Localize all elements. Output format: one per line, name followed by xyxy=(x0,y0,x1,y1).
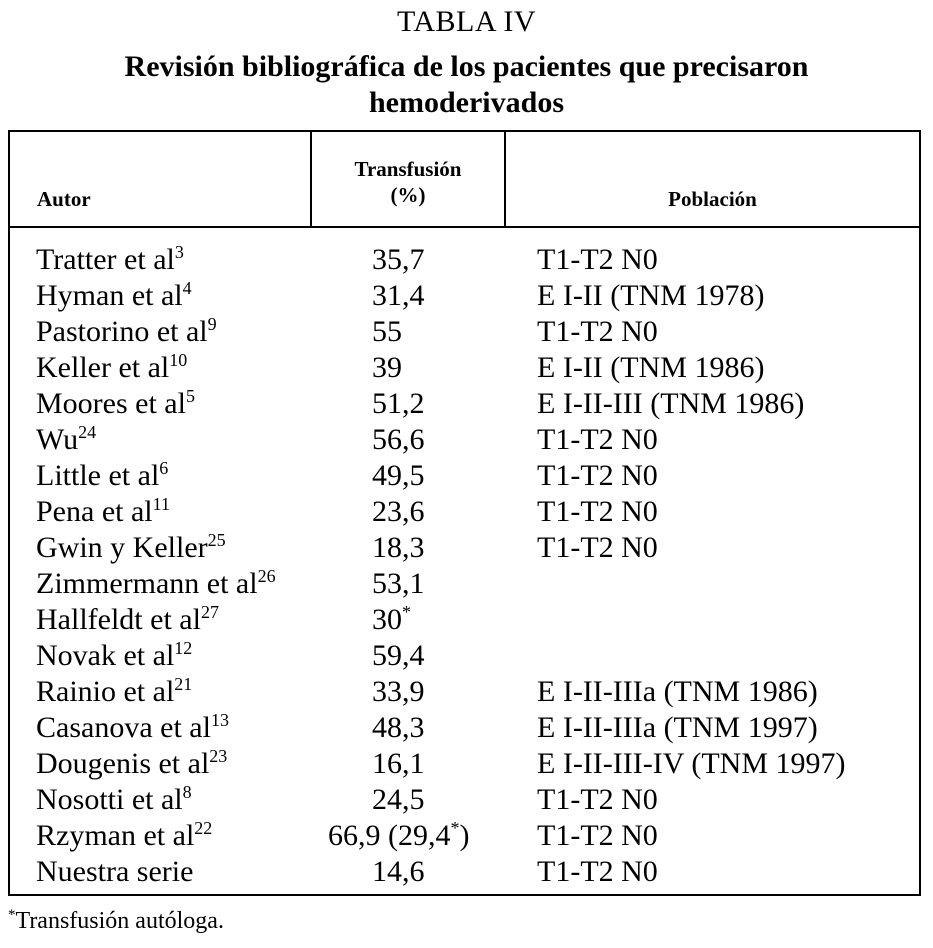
transfusion-value: 23,6 xyxy=(372,495,425,528)
cell-poblacion: T1-T2 N0 xyxy=(537,423,658,456)
cell-poblacion: E I-II-IIIa (TNM 1997) xyxy=(537,711,818,744)
transfusion-value: 33,9 xyxy=(372,675,425,708)
author-name: Little et al xyxy=(36,459,160,492)
cell-poblacion: T1-T2 N0 xyxy=(537,531,658,564)
cell-poblacion: E I-II-III-IV (TNM 1997) xyxy=(537,747,846,780)
cell-transfusion xyxy=(372,710,425,746)
autologous-mark: * xyxy=(402,602,411,622)
transfusion-value: 59,4 xyxy=(372,639,425,672)
author-name: Hyman et al xyxy=(36,279,183,312)
transfusion-value: 24,5 xyxy=(372,783,425,816)
transfusion-value: 16,1 xyxy=(372,747,425,780)
cell-autor xyxy=(36,710,229,746)
table-title-line-2: hemoderivados xyxy=(369,86,564,119)
cell-transfusion xyxy=(372,422,425,458)
author-name: Moores et al xyxy=(36,387,186,420)
table-row xyxy=(10,782,919,818)
table-row xyxy=(10,350,919,386)
cell-poblacion: T1-T2 N0 xyxy=(537,783,658,816)
author-name: Pena et al xyxy=(36,495,153,528)
transfusion-value: 14,6 xyxy=(372,855,425,888)
table-row xyxy=(10,710,919,746)
cell-autor xyxy=(36,782,192,818)
reference-number: 4 xyxy=(182,278,192,298)
transfusion-value: 31,4 xyxy=(372,279,425,312)
cell-poblacion: E I-II-III (TNM 1986) xyxy=(537,387,805,420)
table-row xyxy=(10,674,919,710)
reference-number: 3 xyxy=(174,242,184,262)
table-row xyxy=(10,602,919,638)
cell-transfusion xyxy=(372,782,425,818)
cell-autor xyxy=(36,674,192,710)
transfusion-value-tail: ) xyxy=(459,819,470,852)
cell-transfusion xyxy=(372,314,402,350)
reference-number: 22 xyxy=(194,818,213,838)
cell-poblacion: T1-T2 N0 xyxy=(537,819,658,852)
cell-poblacion: E I-II (TNM 1986) xyxy=(537,351,765,384)
cell-autor xyxy=(36,350,187,386)
reference-number: 8 xyxy=(182,782,192,802)
cell-autor xyxy=(36,278,192,314)
reference-number: 21 xyxy=(174,674,193,694)
author-name: Hallfeldt et al xyxy=(36,603,201,636)
author-name: Gwin y Keller xyxy=(36,531,208,564)
cell-transfusion xyxy=(372,674,425,710)
header-transfusion xyxy=(312,156,504,208)
transfusion-value: 35,7 xyxy=(372,243,425,276)
cell-transfusion xyxy=(372,638,425,674)
table-row xyxy=(10,458,919,494)
cell-autor xyxy=(36,638,192,674)
transfusion-value: 39 xyxy=(372,351,402,384)
cell-poblacion: T1-T2 N0 xyxy=(537,459,658,492)
cell-transfusion xyxy=(372,242,425,278)
cell-autor xyxy=(36,746,227,782)
table-row xyxy=(10,638,919,674)
cell-autor xyxy=(36,386,195,422)
cell-poblacion: T1-T2 N0 xyxy=(537,495,658,528)
table-row xyxy=(10,854,919,890)
transfusion-value: 51,2 xyxy=(372,387,425,420)
cell-autor xyxy=(36,458,168,494)
transfusion-value: 30 xyxy=(372,603,402,636)
autologous-mark: * xyxy=(450,818,460,838)
cell-autor xyxy=(36,602,219,638)
cell-transfusion xyxy=(372,566,425,602)
reference-number: 27 xyxy=(200,602,219,622)
author-name: Pastorino et al xyxy=(36,315,208,348)
reference-number: 11 xyxy=(152,494,170,514)
cell-transfusion xyxy=(372,746,425,782)
table-row xyxy=(10,566,919,602)
transfusion-value: 56,6 xyxy=(372,423,425,456)
cell-autor xyxy=(36,530,226,566)
transfusion-value: 48,3 xyxy=(372,711,425,744)
author-name: Casanova et al xyxy=(36,711,211,744)
table-row xyxy=(10,386,919,422)
table-body xyxy=(10,242,919,890)
cell-autor xyxy=(36,566,276,602)
footnote-text: Transfusión autóloga. xyxy=(15,908,224,934)
table-row xyxy=(10,422,919,458)
reference-number: 12 xyxy=(174,638,193,658)
cell-transfusion xyxy=(372,530,425,566)
reference-number: 26 xyxy=(257,566,276,586)
cell-transfusion xyxy=(372,458,425,494)
author-name: Dougenis et al xyxy=(36,747,210,780)
reference-number: 25 xyxy=(207,530,226,550)
author-name: Keller et al xyxy=(36,351,170,384)
data-table xyxy=(8,130,921,896)
cell-transfusion xyxy=(372,494,425,530)
header-transfusion-unit: (%) xyxy=(390,183,426,207)
transfusion-value: 66,9 (29,4 xyxy=(328,819,451,852)
footnote xyxy=(8,906,224,936)
cell-transfusion xyxy=(372,854,425,890)
table-row xyxy=(10,746,919,782)
reference-number: 24 xyxy=(78,422,97,442)
table-title xyxy=(0,49,933,121)
author-name: Rzyman et al xyxy=(36,819,195,852)
author-name: Nosotti et al xyxy=(36,783,183,816)
cell-autor xyxy=(36,494,170,530)
table-row xyxy=(10,242,919,278)
table-header-row xyxy=(10,132,919,228)
cell-transfusion xyxy=(328,818,470,854)
cell-autor xyxy=(36,854,193,890)
author-name: Wu xyxy=(36,423,79,456)
cell-autor xyxy=(36,818,212,854)
table-row xyxy=(10,278,919,314)
author-name: Tratter et al xyxy=(36,243,175,276)
cell-autor xyxy=(36,422,96,458)
reference-number: 5 xyxy=(185,386,195,406)
cell-poblacion: T1-T2 N0 xyxy=(537,243,658,276)
cell-autor xyxy=(36,314,217,350)
transfusion-value: 18,3 xyxy=(372,531,425,564)
author-name: Nuestra serie xyxy=(36,855,194,888)
table-row xyxy=(10,818,919,854)
transfusion-value: 49,5 xyxy=(372,459,425,492)
table-row xyxy=(10,314,919,350)
cell-poblacion: T1-T2 N0 xyxy=(537,855,658,888)
footnote-mark: * xyxy=(8,907,16,923)
header-transfusion-label: Transfusión xyxy=(354,157,462,181)
table-row xyxy=(10,530,919,566)
reference-number: 9 xyxy=(207,314,217,334)
author-name: Rainio et al xyxy=(36,675,175,708)
table-number: TABLA IV xyxy=(396,5,537,38)
header-poblacion: Población xyxy=(668,187,757,211)
transfusion-value: 55 xyxy=(372,315,402,348)
reference-number: 23 xyxy=(209,746,228,766)
cell-transfusion xyxy=(372,278,425,314)
author-name: Novak et al xyxy=(36,639,175,672)
header-autor: Autor xyxy=(37,187,91,211)
cell-transfusion xyxy=(372,386,425,422)
table-title-line-1: Revisión bibliográfica de los pacientes que precisaron xyxy=(124,50,809,83)
reference-number: 6 xyxy=(159,458,169,478)
author-name: Zimmermann et al xyxy=(36,567,258,600)
reference-number: 10 xyxy=(169,350,188,370)
cell-poblacion: T1-T2 N0 xyxy=(537,315,658,348)
cell-transfusion xyxy=(372,602,411,638)
cell-autor xyxy=(36,242,184,278)
cell-poblacion: E I-II-IIIa (TNM 1986) xyxy=(537,675,818,708)
cell-transfusion xyxy=(372,350,402,386)
reference-number: 13 xyxy=(210,710,229,730)
transfusion-value: 53,1 xyxy=(372,567,425,600)
cell-poblacion: E I-II (TNM 1978) xyxy=(537,279,765,312)
table-row xyxy=(10,494,919,530)
